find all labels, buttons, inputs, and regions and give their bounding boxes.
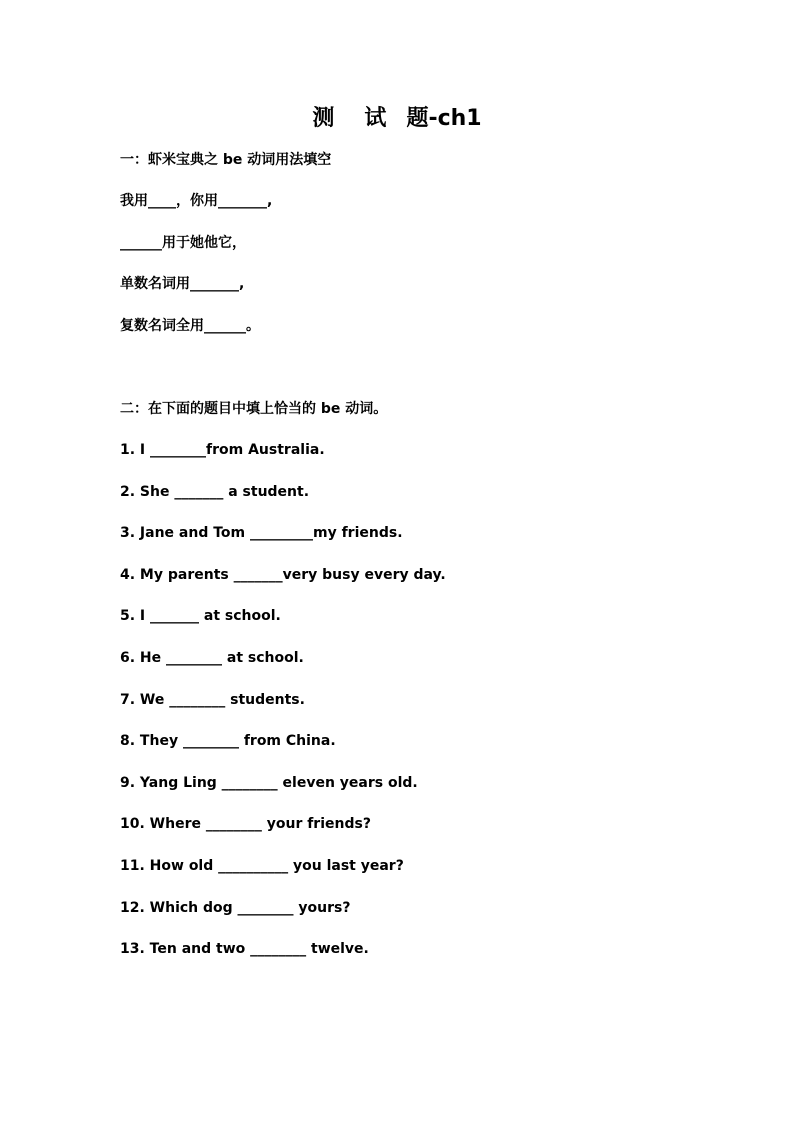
question-11: 11. How old __________ you last year? [120,858,404,874]
rule-line-3: 单数名词用_______, [120,276,245,292]
question-9: 9. Yang Ling ________ eleven years old. [120,775,418,791]
title-part-2: 试 [364,106,387,131]
question-8: 8. They ________ from China. [120,733,336,749]
section-1-heading: 一：虾米宝典之 be 动词用法填空 [120,152,332,168]
question-3: 3. Jane and Tom _________my friends. [120,525,403,541]
section-2-heading: 二：在下面的题目中填上恰当的 be 动词。 [120,401,388,417]
title-part-3: 题-ch1 [406,106,482,131]
question-13: 13. Ten and two ________ twelve. [120,941,369,957]
question-7: 7. We ________ students. [120,692,305,708]
question-5: 5. I _______ at school. [120,608,281,624]
page-title [0,104,794,134]
question-1: 1. I ________from Australia. [120,442,325,458]
question-2: 2. She _______ a student. [120,484,310,500]
rule-line-2: ______用于她他它， [120,235,246,251]
rule-line-4: 复数名词全用______。 [120,318,260,334]
question-12: 12. Which dog ________ yours? [120,900,351,916]
question-10: 10. Where ________ your friends? [120,816,371,832]
question-4: 4. My parents _______very busy every day. [120,567,446,583]
rule-line-1: 我用____，你用_______, [120,193,273,209]
title-part-1: 测 [312,106,335,131]
question-6: 6. He ________ at school. [120,650,304,666]
